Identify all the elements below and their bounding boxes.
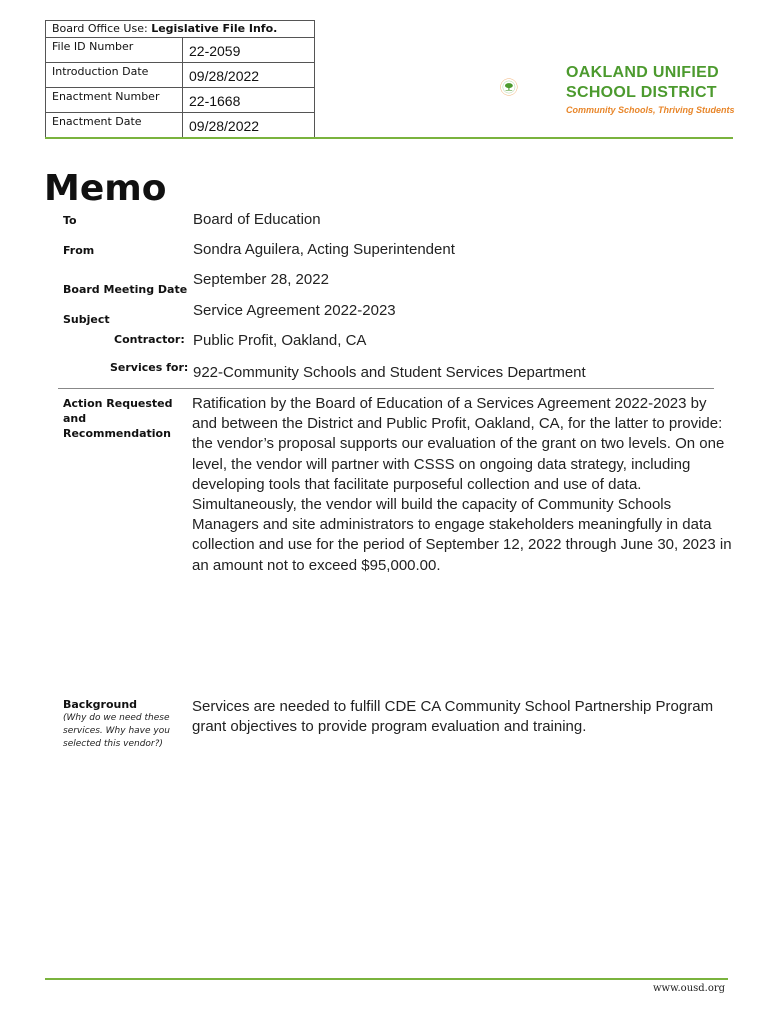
contractor-value: Public Profit, Oakland, CA <box>193 332 367 349</box>
file-id-row <box>46 38 314 63</box>
file-info-header <box>46 21 314 38</box>
file-info-header-title: Legislative File Info. <box>151 22 278 35</box>
action-label-line-1: Action Requested <box>63 397 173 410</box>
to-value: Board of Education <box>193 211 321 228</box>
page-title: Memo <box>44 168 167 209</box>
action-label-line-2: and <box>63 412 87 425</box>
background-note: (Why do we need these services. Why have you selected this vendor?) <box>63 713 170 749</box>
enactment-number-label: Enactment Number <box>52 90 160 103</box>
enactment-date-label: Enactment Date <box>52 115 142 128</box>
action-label-line-3: Recommendation <box>63 427 171 440</box>
header-divider <box>45 137 733 139</box>
logo-line-1: OAKLAND UNIFIED <box>566 64 719 81</box>
background-label: Background <box>63 698 138 711</box>
enactment-date-row <box>46 113 314 137</box>
enactment-number-row <box>46 88 314 113</box>
file-info-header-prefix: Board Office Use: <box>52 22 152 35</box>
to-label: To <box>63 214 77 227</box>
services-for-label: Services for: <box>110 361 189 374</box>
introduction-date-row <box>46 63 314 88</box>
file-id-label: File ID Number <box>52 40 134 53</box>
file-id-value: 22-2059 <box>182 38 314 62</box>
introduction-date-label: Introduction Date <box>52 65 149 78</box>
contractor-label: Contractor: <box>114 333 185 346</box>
logo-tagline: Community Schools, Thriving Students <box>566 105 735 115</box>
from-label: From <box>63 244 95 257</box>
legislative-file-info-box <box>45 20 315 138</box>
introduction-date-value: 09/28/2022 <box>182 63 314 87</box>
board-meeting-date-value: September 28, 2022 <box>193 271 329 288</box>
section-divider <box>58 388 714 389</box>
enactment-number-value: 22-1668 <box>182 88 314 112</box>
action-requested-text: Ratification by the Board of Education of a Services Agreement 2022-2023 by and between the District and Public Profit, Oakland, CA, for the latter to provide: the vendor’s proposal supports our evaluation of the grant on two levels. On one level, the vendor will partner with CSSS on ongoing data strategy, including developing tools that facilitate purposeful collection and use of data. Simultaneously, the vendor will build the capacity of Community Schools Managers and site administrators to engage stakeholders meaningfully in data collection and use for the period of September 12, 2022 through June 30, 2023 in an amount not to exceed $95,000.00. <box>192 395 732 574</box>
from-value: Sondra Aguilera, Acting Superintendent <box>193 241 455 258</box>
services-for-value: 922-Community Schools and Student Services Department <box>193 364 586 381</box>
footer-divider <box>45 978 728 980</box>
background-text: Services are needed to fulfill CDE CA Community School Partnership Program grant objectives to provide program evaluation and training. <box>192 698 714 736</box>
logo-line-2: SCHOOL DISTRICT <box>566 84 717 101</box>
subject-label: Subject <box>63 313 110 326</box>
board-meeting-date-label: Board Meeting Date <box>63 283 188 296</box>
action-requested-label <box>63 396 173 441</box>
footer-url: www.ousd.org <box>653 983 726 994</box>
subject-value: Service Agreement 2022-2023 <box>193 302 396 319</box>
ousd-logo-seal <box>500 52 564 122</box>
enactment-date-value: 09/28/2022 <box>182 113 314 137</box>
